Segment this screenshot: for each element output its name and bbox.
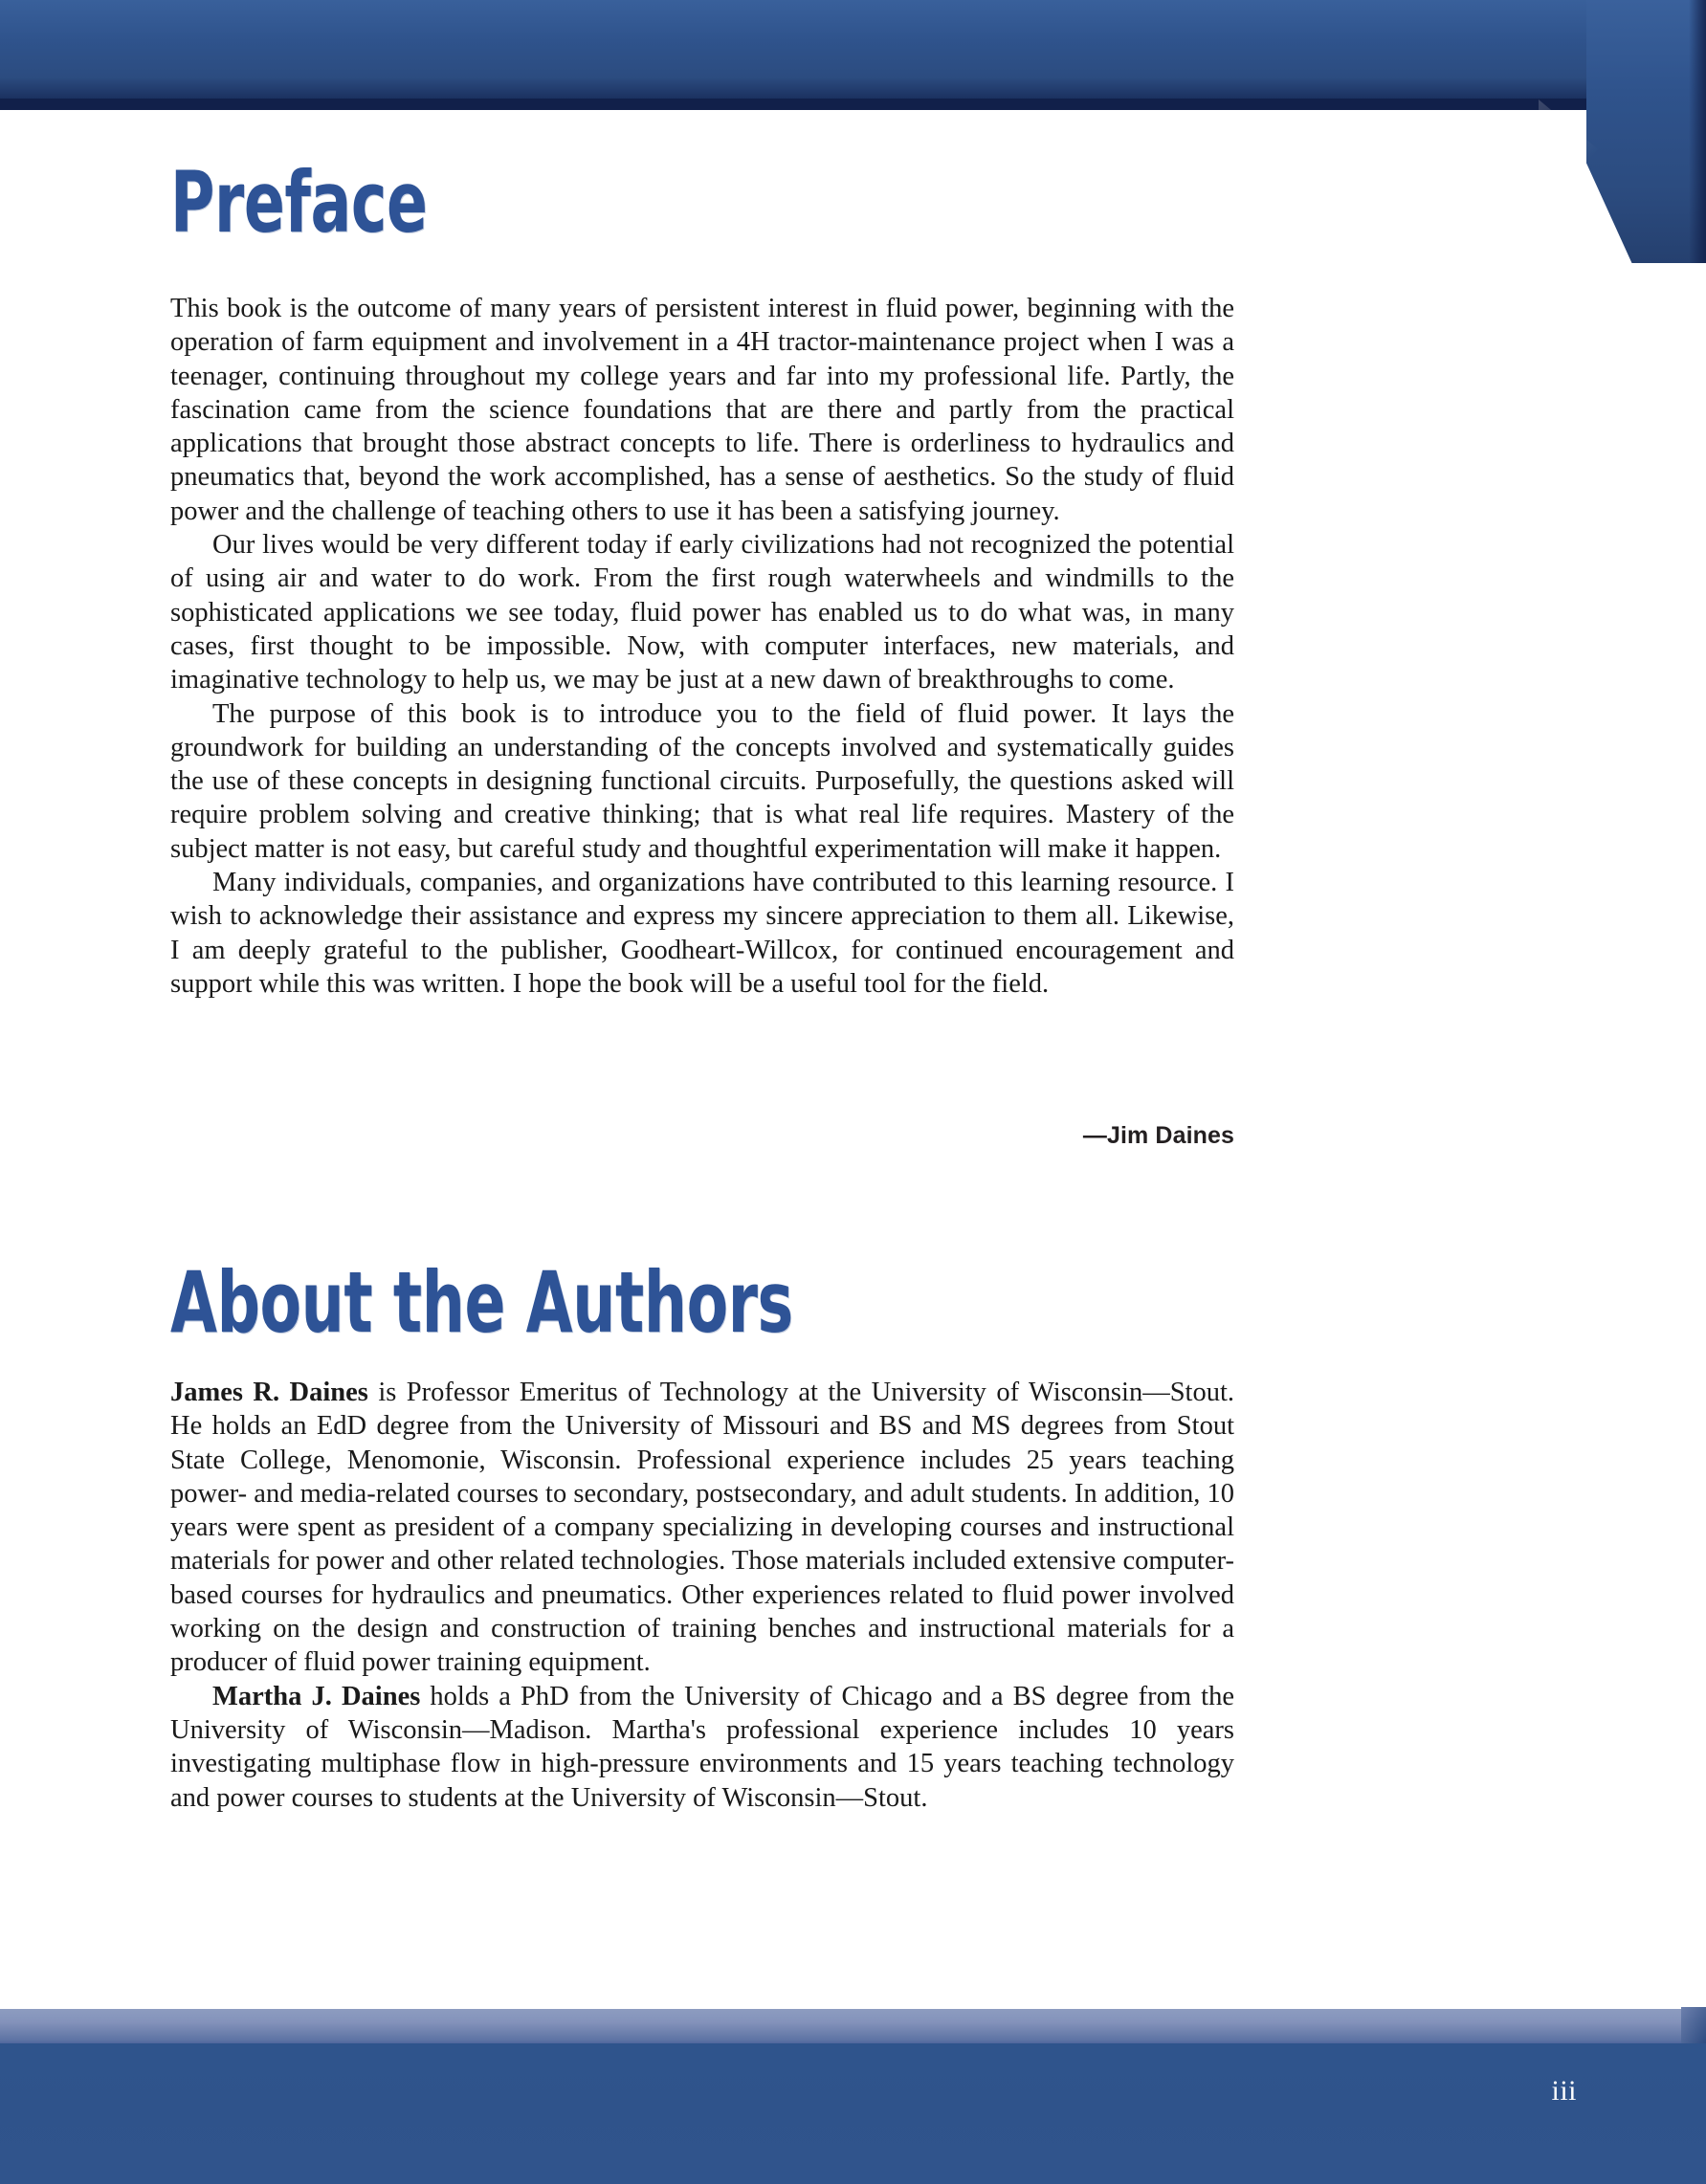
page-header-band-edge <box>0 99 1706 110</box>
author-name: Martha J. Daines <box>212 1681 421 1711</box>
preface-heading: Preface <box>170 153 428 252</box>
preface-body <box>170 292 1234 1001</box>
preface-paragraph: Many individuals, companies, and organizations have contributed to this learning resource. I wish to acknowledge their assistance and express my sincere appreciation to them all. Likewise, I am deeply grateful to the publisher, Goodheart-Willcox, for continued encouragement and support while this was written. I hope the book will be a useful tool for the field. <box>170 868 1234 999</box>
about-the-authors-body <box>170 1376 1234 1815</box>
author-bio: holds a PhD from the University of Chicago and a BS degree from the University of Wisconsin—Madison. Martha's professional experience includes 10 years investigating multiphase flow in high-pressure environments and 15 years teaching technology and power courses to students at the University of Wisconsin—Stout. <box>170 1681 1234 1813</box>
author-name: James R. Daines <box>170 1378 368 1407</box>
header-corner-tab <box>1586 0 1706 263</box>
preface-paragraph: Our lives would be very different today if early civilizations had not recognized the potential of using air and water to do work. From the first rough waterwheels and windmills to the sophisticated applications we see today, fluid power has enabled us to do what was, in many cases, first thought to be impossible. Now, with computer interfaces, new materials, and imaginative technology to help us, we may be just at a new dawn of breakthroughs to come. <box>170 530 1234 695</box>
about-the-authors-heading: About the Authors <box>170 1253 793 1352</box>
page-footer-strip <box>0 2009 1706 2045</box>
author-bio: is Professor Emeritus of Technology at the University of Wisconsin—Stout. He holds an EdD degree from the University of Missouri and BS and MS degrees from Stout State College, Menomonie, Wisconsin. Professional experience includes 25 years teaching power- and media-related courses to secondary, postsecondary, and adult students. In addition, 10 years were spent as president of a company specializing in developing courses and instructional materials for power and other related technologies. Those materials included extensive computer-based courses for hydraulics and pneumatics. Other experiences related to fluid power involved working on the design and construction of training benches and instructional materials for a producer of fluid power training equipment. <box>170 1378 1235 1678</box>
page-footer-band <box>0 2043 1706 2184</box>
preface-paragraph: The purpose of this book is to introduce you to the field of fluid power. It lays the groundwork for building an understanding of the concepts involved and systematically guides the use of these concepts in designing functional circuits. Purposefully, the questions asked will require problem solving and creative thinking; that is what real life requires. Mastery of the subject matter is not easy, but careful study and thoughtful experimentation will make it happen. <box>170 698 1234 864</box>
author-entry <box>170 1680 1234 1815</box>
page-header-band <box>0 0 1706 107</box>
preface-signature <box>170 1122 1234 1150</box>
page-number: iii <box>1551 2075 1577 2107</box>
preface-paragraph: This book is the outcome of many years of persistent interest in fluid power, beginning with the operation of farm equipment and involvement in a 4H tractor-maintenance project when I was a teenager, continuing throughout my college years and far into my professional life. Partly, the fascination came from the science foundations that are there and partly from the practical applications that brought those abstract concepts to life. There is orderliness to hydraulics and pneumatics that, beyond the work accomplished, has a sense of aesthetics. So the study of fluid power and the challenge of teaching others to use it has been a satisfying journey. <box>170 294 1234 526</box>
page-footer-corner-cap <box>1681 2007 1706 2045</box>
header-corner-tab-shadow <box>1689 0 1706 263</box>
preface-signature-text: —Jim Daines <box>1082 1122 1234 1149</box>
author-entry <box>170 1376 1234 1680</box>
